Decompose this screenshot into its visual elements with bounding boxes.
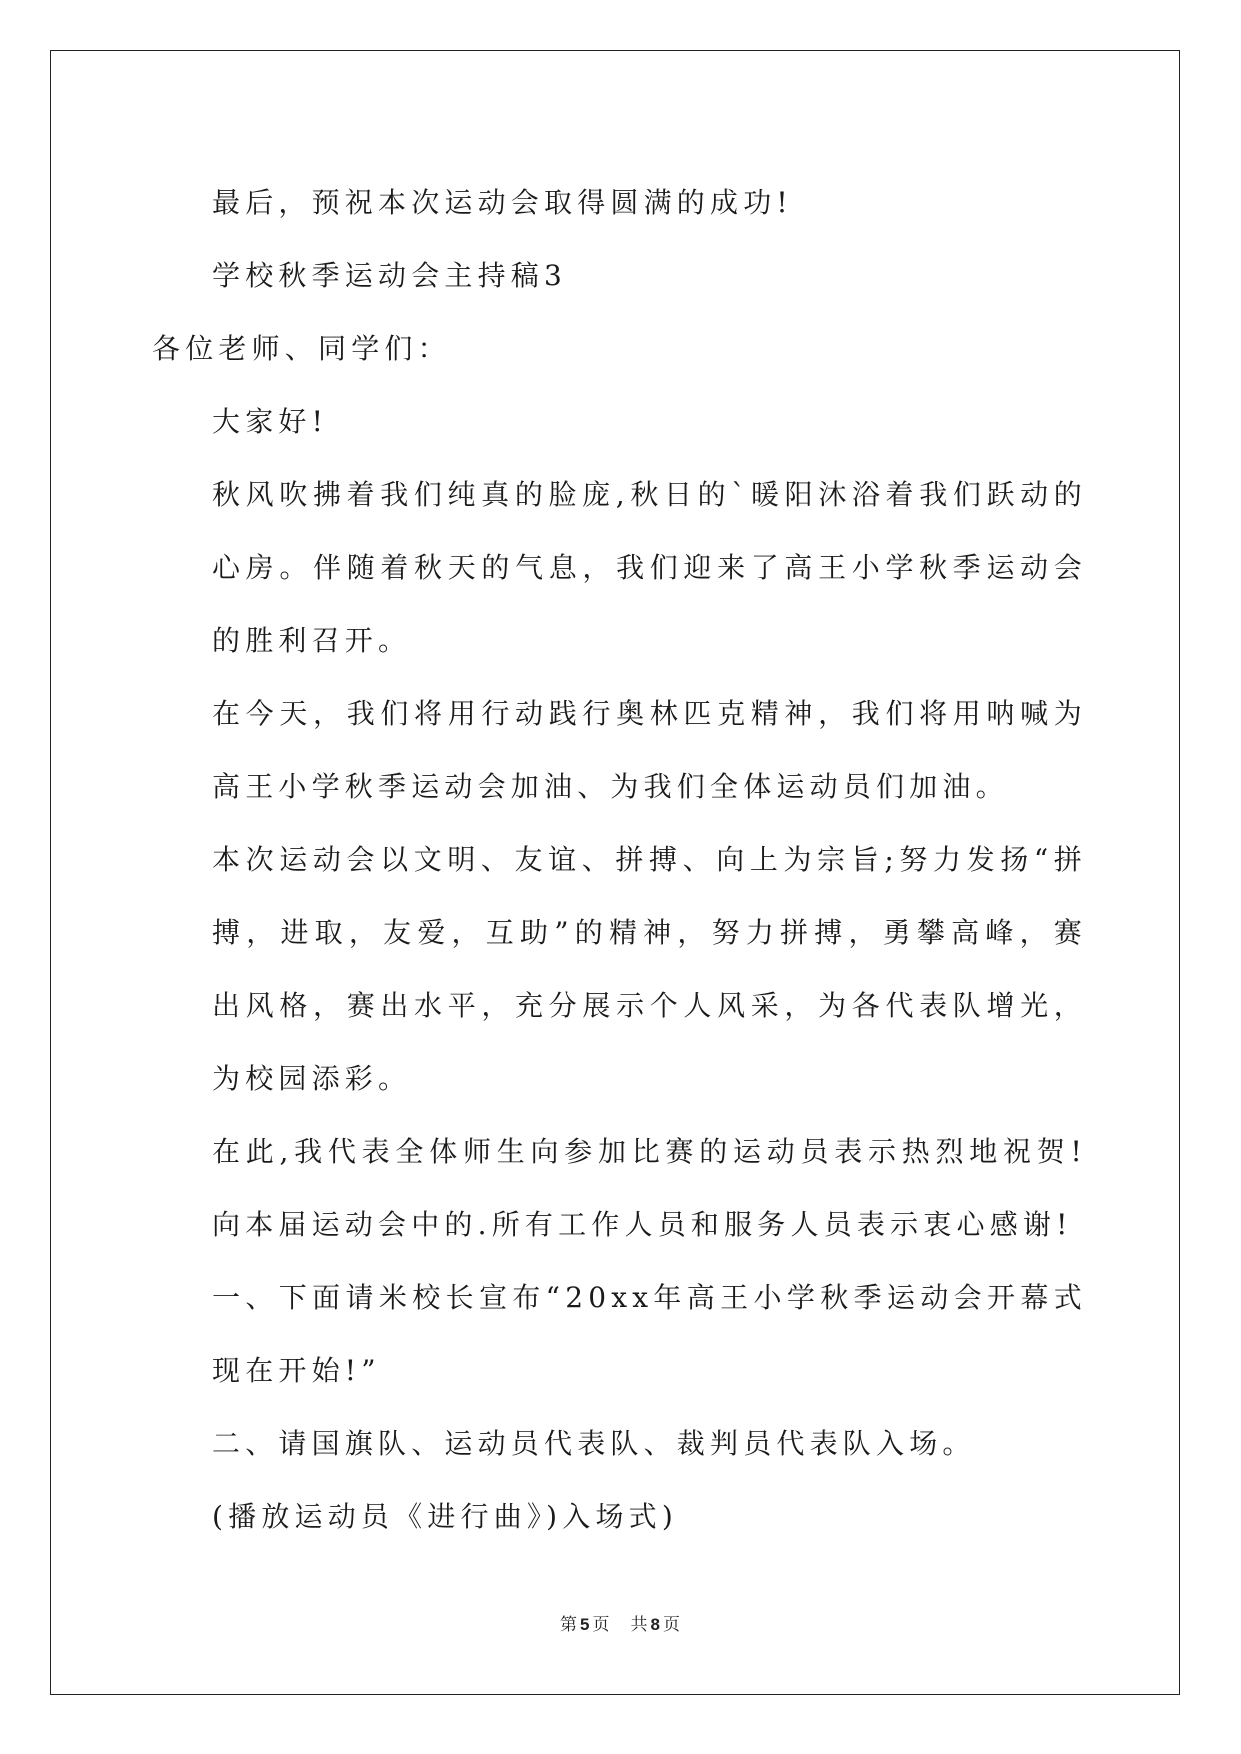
paragraph-autumn-wind: 秋风吹拂着我们纯真的脸庞,秋日的`暖阳沐浴着我们跃动的心房。伴随着秋天的气息，我们迎来了高王小学秋季运动会的胜利召开。 [212, 478, 1087, 657]
page-footer [0, 1610, 1241, 1635]
paragraph-music-note: (播放运动员《进行曲》)入场式) [212, 1500, 678, 1533]
total-prefix: 共 [630, 1615, 649, 1635]
total-suffix: 页 [662, 1615, 681, 1635]
greeting: 大家好! [212, 405, 329, 438]
paragraph-purpose: 本次运动会以文明、友谊、拼搏、向上为宗旨;努力发扬“拼搏，进取，友爱，互助”的精神，努力拼搏，勇攀高峰，赛出风格，赛出水平，充分展示个人风采，为各代表队增光，为校园添彩。 [212, 843, 1087, 1095]
page-total-number: 8 [650, 1615, 661, 1634]
paragraph-opening-announcement: 一、下面请米校长宣布“20xx年高王小学秋季运动会开幕式现在开始!” [212, 1281, 1087, 1387]
page-prefix: 第 [560, 1615, 579, 1635]
paragraph-team-entrance: 二、请国旗队、运动员代表队、裁判员代表队入场。 [212, 1427, 976, 1460]
document-body [152, 166, 1087, 1553]
paragraph-olympic-spirit: 在今天，我们将用行动践行奥林匹克精神，我们将用呐喊为高王小学秋季运动会加油、为我们全体运动员们加油。 [212, 697, 1087, 803]
page-suffix: 页 [592, 1615, 611, 1635]
salutation: 各位老师、同学们： [152, 332, 451, 365]
paragraph-congratulations: 在此,我代表全体师生向参加比赛的运动员表示热烈地祝贺!向本届运动会中的.所有工作人员和服务人员表示衷心感谢! [212, 1135, 1087, 1241]
section-title: 学校秋季运动会主持稿3 [212, 259, 568, 292]
paragraph-closing-wish: 最后，预祝本次运动会取得圆满的成功! [212, 186, 793, 219]
page-current-number: 5 [580, 1615, 591, 1634]
